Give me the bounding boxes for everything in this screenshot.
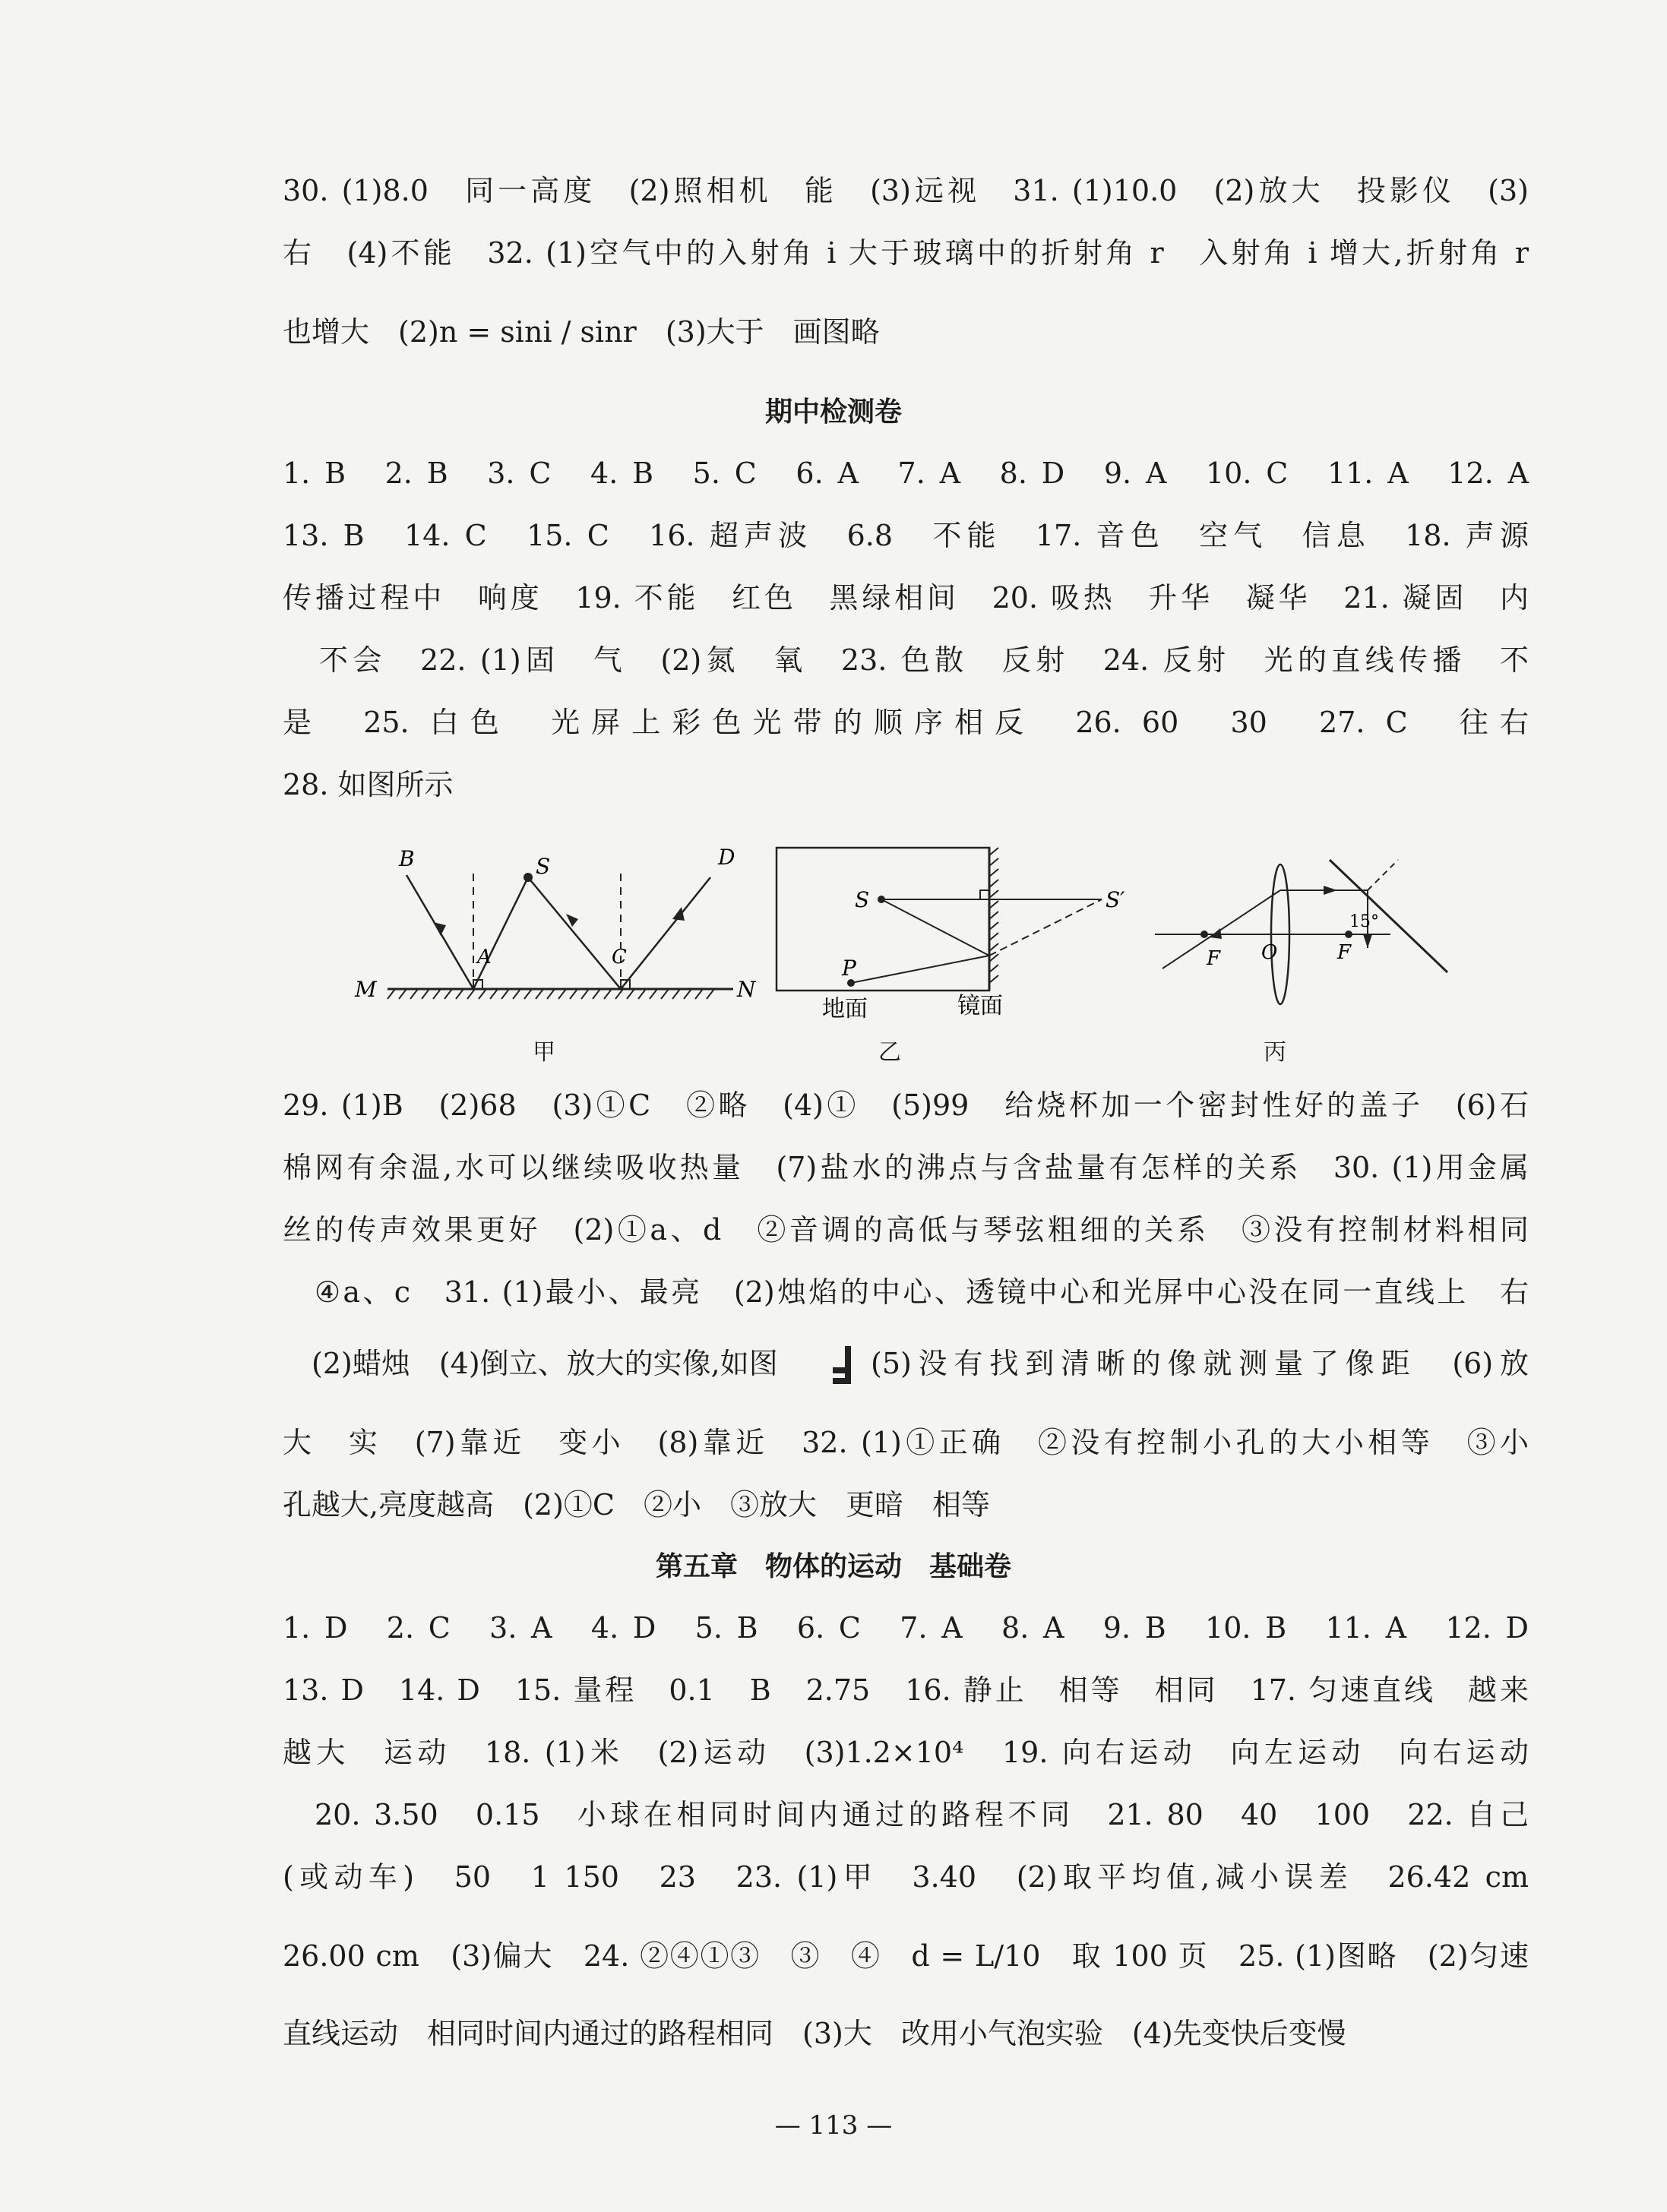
- label: S′: [1106, 887, 1125, 912]
- section-title: 第五章 物体的运动 基础卷: [655, 1551, 1011, 1582]
- answer-line: 20. 3.50 0.15 小球在相同时间内通过的路程不同 21. 80 40 100 22. 自己: [315, 1798, 1529, 1831]
- label: B: [399, 846, 415, 871]
- answer-line: 28. 如图所示: [283, 768, 454, 801]
- label: F: [1337, 941, 1352, 964]
- figure-caption: 乙: [878, 1039, 901, 1066]
- answer-line: 越大 运动 18. (1)米 (2)运动 (3)1.2×10⁴ 19. 向右运动 向左运动 向右运动: [283, 1736, 1529, 1769]
- label: N: [737, 977, 756, 1002]
- figure-yi: [767, 842, 1162, 1024]
- figure-jia: [353, 843, 764, 1018]
- answer-line: 30. (1)8.0 同一高度 (2)照相机 能 (3)远视 31. (1)10.0 (2)放大 投影仪 (3): [283, 174, 1529, 207]
- label: C: [612, 946, 627, 969]
- image-icon: [831, 1345, 856, 1387]
- answer-line: 26.00 cm (3)偏大 24. ②④①③ ③ ④ d = L/10 取 100 页 25. (1)图略 (2)匀速: [283, 1939, 1529, 1973]
- label: 15°: [1349, 912, 1379, 931]
- answer-line: 13. B 14. C 15. C 16. 超声波 6.8 不能 17. 音色 空气 信息 18. 声源: [283, 519, 1529, 552]
- figure-caption: 丙: [1264, 1039, 1286, 1066]
- figure-bing: [1147, 858, 1466, 1018]
- answer-line: (2)蜡烛 (4)倒立、放大的实像,如图: [312, 1347, 778, 1380]
- section-title: 期中检测卷: [764, 397, 902, 428]
- label: D: [718, 845, 735, 870]
- answer-line: 也增大 (2)n = sini / sinr (3)大于 画图略: [283, 315, 880, 349]
- answer-line: 1. D 2. C 3. A 4. D 5. B 6. C 7. A 8. A 9. B 10. B 11. A 12. D: [283, 1611, 1529, 1645]
- answer-line: (5)没有找到清晰的像就测量了像距 (6)放: [871, 1347, 1529, 1380]
- answer-line: 13. D 14. D 15. 量程 0.1 B 2.75 16. 静止 相等 相同 17. 匀速直线 越来: [283, 1673, 1529, 1707]
- label: P: [842, 956, 856, 981]
- label: O: [1261, 941, 1278, 964]
- label: 镜面: [957, 993, 1003, 1019]
- label: S: [855, 887, 870, 912]
- label: A: [477, 946, 492, 969]
- answer-line: 1. B 2. B 3. C 4. B 5. C 6. A 7. A 8. D 9. A 10. C 11. A 12. A: [283, 457, 1529, 490]
- answer-line: 大 实 (7)靠近 变小 (8)靠近 32. (1)①正确 ②没有控制小孔的大小相等 ③小: [283, 1426, 1529, 1459]
- answer-line: 丝的传声效果更好 (2)①a、d ②音调的高低与琴弦粗细的关系 ③没有控制材料相同: [283, 1213, 1529, 1247]
- figure-caption: 甲: [533, 1039, 555, 1066]
- answer-line: ④a、c 31. (1)最小、最亮 (2)烛焰的中心、透镜中心和光屏中心没在同一直线上 右: [315, 1275, 1529, 1309]
- answer-line: (或动车) 50 1 150 23 23. (1)甲 3.40 (2)取平均值,减小误差 26.42 cm: [283, 1860, 1529, 1894]
- answer-line: 29. (1)B (2)68 (3)①C ②略 (4)① (5)99 给烧杯加一个密封性好的盖子 (6)石: [283, 1089, 1529, 1122]
- answer-line: 传播过程中 响度 19. 不能 红色 黑绿相间 20. 吸热 升华 凝华 21. 凝固 内: [283, 581, 1529, 615]
- answer-line: 孔越大,亮度越高 (2)①C ②小 ③放大 更暗 相等: [283, 1488, 990, 1522]
- answer-line: 不会 22. (1)固 气 (2)氮 氧 23. 色散 反射 24. 反射 光的直线传播 不: [319, 643, 1529, 677]
- answer-line: 右 (4)不能 32. (1)空气中的入射角 i 大于玻璃中的折射角 r 入射角 i 增大,折射角 r: [283, 236, 1529, 270]
- answer-line: 棉网有余温,水可以继续吸收热量 (7)盐水的沸点与含盐量有怎样的关系 30. (1)用金属: [283, 1151, 1529, 1184]
- page-number: — 113 —: [774, 2110, 893, 2141]
- answer-line: 直线运动 相同时间内通过的路程相同 (3)大 改用小气泡实验 (4)先变快后变慢: [283, 2017, 1346, 2050]
- label: 地面: [822, 996, 868, 1022]
- label: S: [536, 854, 551, 879]
- label: F: [1207, 947, 1221, 970]
- label: M: [355, 977, 377, 1002]
- answer-line: 是 25. 白色 光屏上彩色光带的顺序相反 26. 60 30 27. C 往右: [283, 706, 1529, 739]
